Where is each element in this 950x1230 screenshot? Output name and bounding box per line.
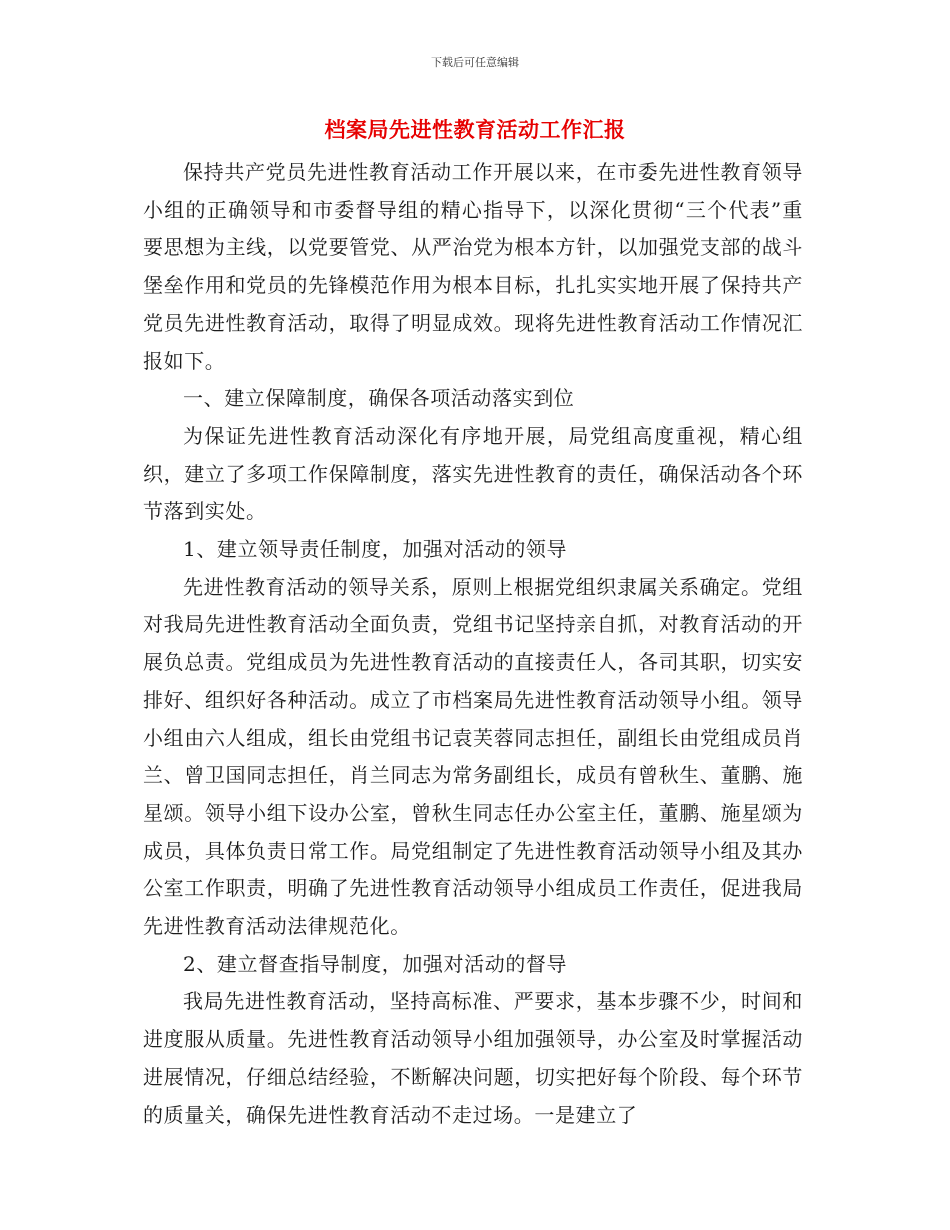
paragraph-intro: 保持共产党员先进性教育活动工作开展以来，在市委先进性教育领导小组的正确领导和市委督导组的精心指导下，以深化贯彻“三个代表”重要思想为主线，以党要管党、从严治党为根本方针，以加强党支部的战斗堡垒作用和党员的先锋模范作用为根本目标，扎扎实实地开展了保持共产党员先进性教育活动，取得了明显成效。现将先进性教育活动工作情况汇报如下。 — [143, 160, 803, 373]
paragraph-subsection-1: 先进性教育活动的领导关系，原则上根据党组织隶属关系确定。党组对我局先进性教育活动全面负责，党组书记坚持亲自抓，对教育活动的开展负总责。党组成员为先进性教育活动的直接责任人，各司其职，切实安排好、组织好各种活动。成立了市档案局先进性教育活动领导小组。领导小组由六人组成，组长由党组书记袁芙蓉同志担任，副组长由党组成员肖兰、曾卫国同志担任，肖兰同志为常务副组长，成员有曾秋生、董鹏、施星颂。领导小组下设办公室，曾秋生同志任办公室主任，董鹏、施星颂为成员，具体负责日常工作。局党组制定了先进性教育活动领导小组及其办公室工作职责，明确了先进性教育活动领导小组成员工作责任，促进我局先进性教育活动法律规范化。 — [143, 574, 803, 939]
subsection-heading-1: 1、建立领导责任制度，加强对活动的领导 — [183, 537, 568, 562]
header-note: 下载后可任意编辑 — [431, 56, 519, 69]
paragraph-section-1: 为保证先进性教育活动深化有序地开展，局党组高度重视，精心组织，建立了多项工作保障制度，落实先进性教育的责任，确保活动各个环节落到实处。 — [143, 423, 803, 524]
paragraph-subsection-2: 我局先进性教育活动，坚持高标准、严要求，基本步骤不少，时间和进度服从质量。先进性教育活动领导小组加强领导，办公室及时掌握活动进展情况，仔细总结经验，不断解决问题，切实把好每个阶段、每个环节的质量关，确保先进性教育活动不走过场。一是建立了 — [143, 989, 803, 1127]
document-body — [143, 154, 803, 1134]
document-title: 档案局先进性教育活动工作汇报 — [324, 118, 626, 142]
subsection-heading-2: 2、建立督查指导制度，加强对活动的督导 — [183, 951, 568, 976]
section-heading-1: 一、建立保障制度，确保各项活动落实到位 — [183, 386, 575, 411]
